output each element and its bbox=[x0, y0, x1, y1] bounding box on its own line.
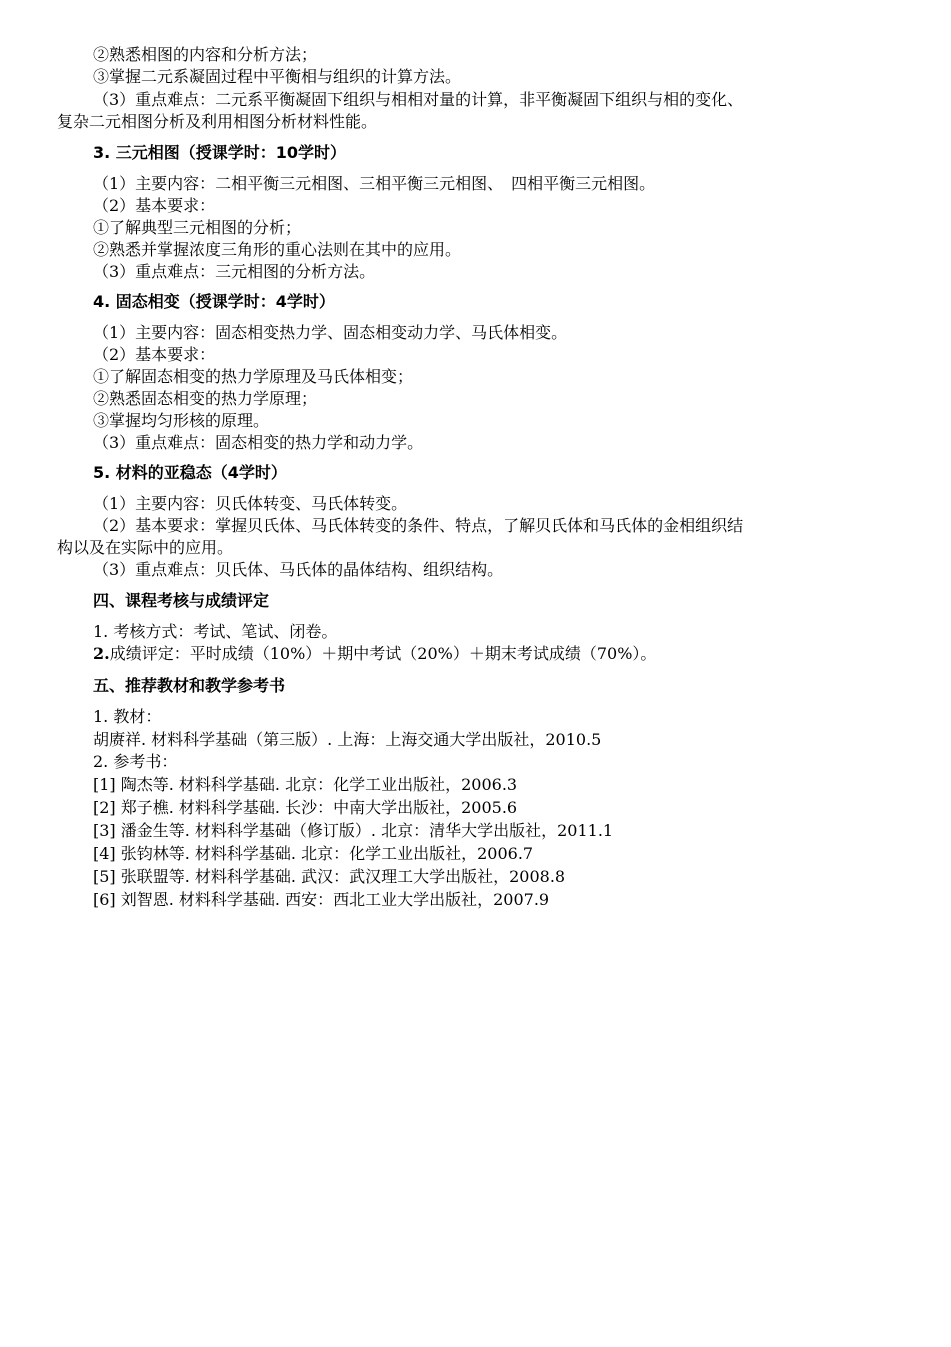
references-label: 2. 参考书： bbox=[93, 752, 178, 771]
grade-text: 成绩评定：平时成绩（10%）＋期中考试（20%）＋期末考试成绩（70%）。 bbox=[109, 644, 657, 663]
reference-item: [2] 郑子樵. 材料科学基础. 长沙：中南大学出版社，2005.6 bbox=[93, 798, 518, 817]
main-content-line: （1）主要内容：二相平衡三元相图、三相平衡三元相图、 四相平衡三元相图。 bbox=[93, 174, 656, 193]
grade-composition bbox=[93, 643, 656, 665]
assessment-method: 1. 考核方式：考试、笔试、闭卷。 bbox=[93, 622, 338, 641]
key-difficulties-line: （3）重点难点：贝氏体、马氏体的晶体结构、组织结构。 bbox=[93, 560, 504, 579]
textbook-label: 1. 教材： bbox=[93, 707, 162, 726]
requirement-item-2: ②熟悉相图的内容和分析方法； bbox=[93, 45, 318, 64]
requirement-item-3: ③掌握二元系凝固过程中平衡相与组织的计算方法。 bbox=[93, 67, 462, 86]
requirement-item-3: ③掌握均匀形核的原理。 bbox=[93, 411, 270, 430]
grade-number: 2. bbox=[93, 644, 110, 663]
reference-item: [3] 潘金生等. 材料科学基础（修订版）. 北京：清华大学出版社，2011.1 bbox=[93, 821, 614, 840]
reference-item: [4] 张钧林等. 材料科学基础. 北京：化学工业出版社，2006.7 bbox=[93, 844, 534, 863]
reference-item: [5] 张联盟等. 材料科学基础. 武汉：武汉理工大学出版社，2008.8 bbox=[93, 867, 566, 886]
section-heading-solid-phase: 4. 固态相变（授课学时：4学时） bbox=[93, 292, 335, 311]
key-difficulties-line: （3）重点难点：固态相变的热力学和动力学。 bbox=[93, 433, 424, 452]
key-difficulties-line-2: 复杂二元相图分析及利用相图分析材料性能。 bbox=[57, 112, 378, 131]
requirement-item-2: ②熟悉固态相变的热力学原理； bbox=[93, 389, 318, 408]
basic-requirements-label: （2）基本要求： bbox=[93, 345, 216, 364]
key-difficulties-line: （3）重点难点：三元相图的分析方法。 bbox=[93, 262, 376, 281]
basic-requirements-line-1: （2）基本要求：掌握贝氏体、马氏体转变的条件、特点，了解贝氏体和马氏体的金相组织结 bbox=[93, 516, 744, 535]
reference-item: [6] 刘智恩. 材料科学基础. 西安：西北工业大学出版社，2007.9 bbox=[93, 890, 550, 909]
reference-item: [1] 陶杰等. 材料科学基础. 北京：化学工业出版社，2006.3 bbox=[93, 775, 518, 794]
textbook-entry: 胡赓祥. 材料科学基础（第三版）. 上海：上海交通大学出版社，2010.5 bbox=[93, 730, 602, 749]
requirement-item-2: ②熟悉并掌握浓度三角形的重心法则在其中的应用。 bbox=[93, 240, 462, 259]
basic-requirements-line-2: 构以及在实际中的应用。 bbox=[57, 538, 234, 557]
requirement-item-1: ①了解固态相变的热力学原理及马氏体相变； bbox=[93, 367, 414, 386]
key-difficulties-line-1: （3）重点难点：二元系平衡凝固下组织与相相对量的计算，非平衡凝固下组织与相的变化、 bbox=[93, 90, 744, 109]
main-content-line: （1）主要内容：贝氏体转变、马氏体转变。 bbox=[93, 494, 408, 513]
section-heading-assessment: 四、课程考核与成绩评定 bbox=[93, 591, 270, 610]
requirement-item-1: ①了解典型三元相图的分析； bbox=[93, 218, 302, 237]
basic-requirements-label: （2）基本要求： bbox=[93, 196, 216, 215]
main-content-line: （1）主要内容：固态相变热力学、固态相变动力学、马氏体相变。 bbox=[93, 323, 568, 342]
section-heading-metastable: 5. 材料的亚稳态（4学时） bbox=[93, 463, 287, 482]
section-heading-textbooks: 五、推荐教材和教学参考书 bbox=[93, 676, 286, 695]
section-heading-ternary: 3. 三元相图（授课学时：10学时） bbox=[93, 143, 347, 162]
